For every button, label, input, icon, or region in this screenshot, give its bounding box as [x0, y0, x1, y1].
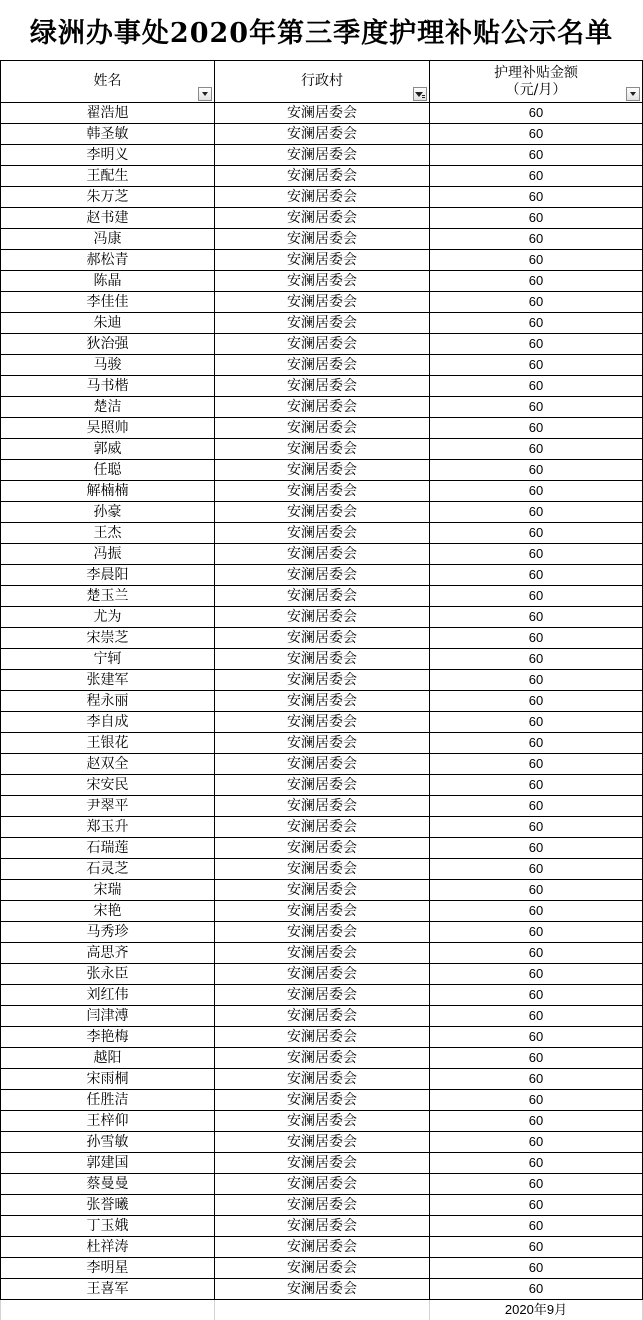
table-row [1, 754, 643, 775]
cell-name[interactable]: 朱万芝 [1, 187, 215, 208]
cell-name[interactable]: 李晨阳 [1, 565, 215, 586]
cell-amount[interactable]: 60 [430, 649, 643, 670]
cell-amount[interactable]: 60 [430, 271, 643, 292]
table-row [1, 733, 643, 754]
cell-amount[interactable]: 60 [430, 901, 643, 922]
cell-village[interactable]: 安澜居委会 [215, 460, 430, 481]
cell-name[interactable]: 丁玉娥 [1, 1216, 215, 1237]
cell-village[interactable]: 安澜居委会 [215, 712, 430, 733]
filter-active-icon [422, 97, 425, 98]
table-row [1, 1195, 643, 1216]
column-header-village-label: 行政村 [301, 73, 343, 89]
chevron-down-icon [630, 92, 636, 96]
column-header-amount-line1: 护理补贴金额 [494, 64, 578, 81]
cell-name[interactable]: 李佳佳 [1, 292, 215, 313]
cell-amount[interactable]: 60 [430, 1174, 643, 1195]
column-header-amount [430, 61, 643, 103]
cell-village[interactable]: 安澜居委会 [215, 817, 430, 838]
cell-amount[interactable]: 60 [430, 502, 643, 523]
cell-amount[interactable]: 60 [430, 565, 643, 586]
cell-amount[interactable]: 60 [430, 439, 643, 460]
cell-amount[interactable]: 60 [430, 1279, 643, 1300]
header-row [1, 61, 643, 103]
cell-village[interactable]: 安澜居委会 [215, 1153, 430, 1174]
cell-village[interactable]: 安澜居委会 [215, 313, 430, 334]
cell-village[interactable]: 安澜居委会 [215, 943, 430, 964]
cell-village[interactable]: 安澜居委会 [215, 1132, 430, 1153]
table-row [1, 964, 643, 985]
cell-name[interactable]: 张誉曦 [1, 1195, 215, 1216]
table-row [1, 691, 643, 712]
cell-name[interactable]: 任胜洁 [1, 1090, 215, 1111]
cell-village[interactable]: 安澜居委会 [215, 145, 430, 166]
cell-name[interactable]: 冯振 [1, 544, 215, 565]
cell-amount[interactable]: 60 [430, 229, 643, 250]
cell-amount[interactable]: 60 [430, 376, 643, 397]
cell-village[interactable]: 安澜居委会 [215, 1006, 430, 1027]
table-row [1, 922, 643, 943]
table-row [1, 1048, 643, 1069]
table-row [1, 649, 643, 670]
cell-amount[interactable]: 60 [430, 712, 643, 733]
cell-amount[interactable]: 60 [430, 334, 643, 355]
cell-village[interactable]: 安澜居委会 [215, 985, 430, 1006]
cell-amount[interactable]: 60 [430, 124, 643, 145]
footer-cell-empty-2[interactable] [215, 1300, 430, 1320]
table-row [1, 292, 643, 313]
cell-amount[interactable]: 60 [430, 586, 643, 607]
column-header-name [1, 61, 215, 103]
table-row [1, 250, 643, 271]
table-row [1, 418, 643, 439]
cell-village[interactable]: 安澜居委会 [215, 838, 430, 859]
cell-name[interactable]: 闫津溥 [1, 1006, 215, 1027]
table-row [1, 397, 643, 418]
table-row [1, 1132, 643, 1153]
cell-amount[interactable]: 60 [430, 145, 643, 166]
cell-village[interactable]: 安澜居委会 [215, 922, 430, 943]
cell-name[interactable]: 尹翠平 [1, 796, 215, 817]
cell-village[interactable]: 安澜居委会 [215, 880, 430, 901]
table-row [1, 817, 643, 838]
table-row [1, 670, 643, 691]
cell-name[interactable]: 宋安民 [1, 775, 215, 796]
table-row [1, 1027, 643, 1048]
cell-amount[interactable]: 60 [430, 796, 643, 817]
cell-name[interactable]: 马书楷 [1, 376, 215, 397]
cell-name[interactable]: 李自成 [1, 712, 215, 733]
table-row [1, 838, 643, 859]
cell-village[interactable]: 安澜居委会 [215, 1027, 430, 1048]
cell-amount[interactable]: 60 [430, 1195, 643, 1216]
cell-village[interactable]: 安澜居委会 [215, 397, 430, 418]
cell-village[interactable]: 安澜居委会 [215, 1258, 430, 1279]
cell-amount[interactable]: 60 [430, 985, 643, 1006]
cell-name[interactable]: 赵双全 [1, 754, 215, 775]
table-row [1, 628, 643, 649]
table-row [1, 775, 643, 796]
table-row [1, 460, 643, 481]
cell-name[interactable]: 宋艳 [1, 901, 215, 922]
cell-name[interactable]: 王配生 [1, 166, 215, 187]
filter-dropdown-amount[interactable] [626, 87, 640, 101]
cell-name[interactable]: 马骏 [1, 355, 215, 376]
cell-amount[interactable]: 60 [430, 1069, 643, 1090]
table-row [1, 796, 643, 817]
table-row [1, 439, 643, 460]
cell-amount[interactable]: 60 [430, 355, 643, 376]
table-row [1, 985, 643, 1006]
cell-village[interactable]: 安澜居委会 [215, 586, 430, 607]
column-header-amount-label [494, 65, 578, 99]
cell-name[interactable]: 冯康 [1, 229, 215, 250]
cell-village[interactable]: 安澜居委会 [215, 208, 430, 229]
cell-name[interactable]: 蔡曼曼 [1, 1174, 215, 1195]
table-row [1, 1174, 643, 1195]
table-row [1, 208, 643, 229]
cell-name[interactable]: 王喜军 [1, 1279, 215, 1300]
table-row [1, 859, 643, 880]
cell-amount[interactable]: 60 [430, 1132, 643, 1153]
cell-amount[interactable]: 60 [430, 628, 643, 649]
cell-name[interactable]: 韩圣敏 [1, 124, 215, 145]
table-row [1, 1090, 643, 1111]
cell-village[interactable]: 安澜居委会 [215, 628, 430, 649]
chevron-down-icon [202, 92, 208, 96]
cell-village[interactable]: 安澜居委会 [215, 964, 430, 985]
cell-village[interactable]: 安澜居委会 [215, 271, 430, 292]
cell-village[interactable]: 安澜居委会 [215, 754, 430, 775]
cell-village[interactable]: 安澜居委会 [215, 691, 430, 712]
cell-village[interactable]: 安澜居委会 [215, 796, 430, 817]
filter-funnel-icon [415, 92, 423, 97]
cell-amount[interactable]: 60 [430, 1006, 643, 1027]
table-row [1, 145, 643, 166]
cell-village[interactable]: 安澜居委会 [215, 523, 430, 544]
cell-village[interactable]: 安澜居委会 [215, 229, 430, 250]
table-row [1, 1237, 643, 1258]
cell-amount[interactable]: 60 [430, 166, 643, 187]
filter-dropdown-village[interactable] [413, 87, 427, 101]
column-header-amount-line2: （元/月） [505, 81, 567, 98]
cell-amount[interactable]: 60 [430, 103, 643, 124]
cell-amount[interactable]: 60 [430, 1237, 643, 1258]
table-row [1, 187, 643, 208]
cell-amount[interactable]: 60 [430, 880, 643, 901]
table-row [1, 1216, 643, 1237]
table-row [1, 607, 643, 628]
table-row [1, 376, 643, 397]
cell-amount[interactable]: 60 [430, 1258, 643, 1279]
cell-village[interactable]: 安澜居委会 [215, 1111, 430, 1132]
filter-dropdown-name[interactable] [198, 87, 212, 101]
cell-village[interactable]: 安澜居委会 [215, 334, 430, 355]
cell-name[interactable]: 王杰 [1, 523, 215, 544]
cell-name[interactable]: 陈晶 [1, 271, 215, 292]
cell-amount[interactable]: 60 [430, 922, 643, 943]
cell-name[interactable]: 孙豪 [1, 502, 215, 523]
cell-name[interactable]: 尤为 [1, 607, 215, 628]
cell-amount[interactable]: 60 [430, 1216, 643, 1237]
cell-village[interactable]: 安澜居委会 [215, 439, 430, 460]
table-body [1, 103, 643, 1320]
cell-village[interactable]: 安澜居委会 [215, 607, 430, 628]
cell-amount[interactable]: 60 [430, 838, 643, 859]
cell-village[interactable]: 安澜居委会 [215, 502, 430, 523]
cell-name[interactable]: 张建军 [1, 670, 215, 691]
cell-name[interactable]: 赵书建 [1, 208, 215, 229]
table-row [1, 166, 643, 187]
cell-name[interactable]: 马秀珍 [1, 922, 215, 943]
cell-amount[interactable]: 60 [430, 1153, 643, 1174]
cell-village[interactable]: 安澜居委会 [215, 166, 430, 187]
cell-amount[interactable]: 60 [430, 1027, 643, 1048]
cell-name[interactable]: 郭建国 [1, 1153, 215, 1174]
cell-amount[interactable]: 60 [430, 523, 643, 544]
cell-name[interactable]: 李艳梅 [1, 1027, 215, 1048]
column-header-name-label: 姓名 [93, 73, 122, 89]
cell-amount[interactable]: 60 [430, 607, 643, 628]
cell-village[interactable]: 安澜居委会 [215, 187, 430, 208]
cell-village[interactable]: 安澜居委会 [215, 1090, 430, 1111]
cell-name[interactable]: 宋雨桐 [1, 1069, 215, 1090]
cell-village[interactable]: 安澜居委会 [215, 418, 430, 439]
cell-village[interactable]: 安澜居委会 [215, 103, 430, 124]
table-row [1, 880, 643, 901]
footer-date[interactable]: 2020年9月 [430, 1300, 643, 1320]
cell-village[interactable]: 安澜居委会 [215, 544, 430, 565]
cell-village[interactable]: 安澜居委会 [215, 775, 430, 796]
page-title: 绿洲办事处2020年第三季度护理补贴公示名单 [29, 18, 614, 49]
table-row [1, 544, 643, 565]
cell-amount[interactable]: 60 [430, 775, 643, 796]
cell-name[interactable]: 郭威 [1, 439, 215, 460]
cell-amount[interactable]: 60 [430, 187, 643, 208]
cell-amount[interactable]: 60 [430, 754, 643, 775]
cell-amount[interactable]: 60 [430, 544, 643, 565]
cell-amount[interactable]: 60 [430, 1111, 643, 1132]
cell-amount[interactable]: 60 [430, 691, 643, 712]
table-row [1, 1006, 643, 1027]
cell-village[interactable]: 安澜居委会 [215, 1237, 430, 1258]
cell-name[interactable]: 郝松青 [1, 250, 215, 271]
cell-village[interactable]: 安澜居委会 [215, 859, 430, 880]
table-row [1, 229, 643, 250]
cell-village[interactable]: 安澜居委会 [215, 1069, 430, 1090]
cell-village[interactable]: 安澜居委会 [215, 1048, 430, 1069]
cell-name[interactable]: 楚洁 [1, 397, 215, 418]
cell-name[interactable]: 宋崇芝 [1, 628, 215, 649]
table-row [1, 355, 643, 376]
cell-village[interactable]: 安澜居委会 [215, 292, 430, 313]
cell-name[interactable]: 孙雪敏 [1, 1132, 215, 1153]
cell-name[interactable]: 王梓仰 [1, 1111, 215, 1132]
cell-village[interactable]: 安澜居委会 [215, 376, 430, 397]
cell-amount[interactable]: 60 [430, 418, 643, 439]
table-row [1, 943, 643, 964]
table-row [1, 313, 643, 334]
cell-name[interactable]: 解楠楠 [1, 481, 215, 502]
cell-amount[interactable]: 60 [430, 733, 643, 754]
cell-amount[interactable]: 60 [430, 250, 643, 271]
cell-village[interactable]: 安澜居委会 [215, 250, 430, 271]
cell-name[interactable]: 吴照帅 [1, 418, 215, 439]
cell-name[interactable]: 郑玉升 [1, 817, 215, 838]
cell-name[interactable]: 杜祥涛 [1, 1237, 215, 1258]
table-row [1, 271, 643, 292]
cell-amount[interactable]: 60 [430, 964, 643, 985]
cell-name[interactable]: 李明义 [1, 145, 215, 166]
cell-amount[interactable]: 60 [430, 397, 643, 418]
cell-amount[interactable]: 60 [430, 1048, 643, 1069]
column-header-village [215, 61, 430, 103]
cell-name[interactable]: 宁轲 [1, 649, 215, 670]
cell-village[interactable]: 安澜居委会 [215, 670, 430, 691]
cell-amount[interactable]: 60 [430, 208, 643, 229]
cell-amount[interactable]: 60 [430, 460, 643, 481]
cell-village[interactable]: 安澜居委会 [215, 1216, 430, 1237]
cell-name[interactable]: 宋瑞 [1, 880, 215, 901]
cell-name[interactable]: 石灵芝 [1, 859, 215, 880]
cell-village[interactable]: 安澜居委会 [215, 1174, 430, 1195]
cell-name[interactable]: 张永臣 [1, 964, 215, 985]
cell-name[interactable]: 越阳 [1, 1048, 215, 1069]
table-row [1, 502, 643, 523]
table-row [1, 586, 643, 607]
cell-amount[interactable]: 60 [430, 1090, 643, 1111]
table-row [1, 565, 643, 586]
table-row [1, 712, 643, 733]
subsidy-table [0, 60, 643, 1320]
cell-name[interactable]: 任聪 [1, 460, 215, 481]
cell-name[interactable]: 王银花 [1, 733, 215, 754]
footer-row [1, 1300, 643, 1320]
table-row [1, 334, 643, 355]
cell-name[interactable]: 朱迪 [1, 313, 215, 334]
cell-name[interactable]: 程永丽 [1, 691, 215, 712]
cell-amount[interactable]: 60 [430, 670, 643, 691]
table-row [1, 481, 643, 502]
cell-name[interactable]: 翟浩旭 [1, 103, 215, 124]
table-row [1, 103, 643, 124]
table-row [1, 523, 643, 544]
cell-amount[interactable]: 60 [430, 292, 643, 313]
cell-village[interactable]: 安澜居委会 [215, 1195, 430, 1216]
table-row [1, 124, 643, 145]
cell-village[interactable]: 安澜居委会 [215, 124, 430, 145]
cell-village[interactable]: 安澜居委会 [215, 481, 430, 502]
cell-village[interactable]: 安澜居委会 [215, 901, 430, 922]
cell-village[interactable]: 安澜居委会 [215, 733, 430, 754]
table-row [1, 1153, 643, 1174]
cell-name[interactable]: 李明星 [1, 1258, 215, 1279]
table-row [1, 901, 643, 922]
table-row [1, 1258, 643, 1279]
cell-amount[interactable]: 60 [430, 859, 643, 880]
cell-village[interactable]: 安澜居委会 [215, 355, 430, 376]
cell-name[interactable]: 楚玉兰 [1, 586, 215, 607]
cell-amount[interactable]: 60 [430, 313, 643, 334]
cell-name[interactable]: 高思齐 [1, 943, 215, 964]
cell-name[interactable]: 刘红伟 [1, 985, 215, 1006]
table-row [1, 1111, 643, 1132]
cell-amount[interactable]: 60 [430, 481, 643, 502]
table-row [1, 1069, 643, 1090]
cell-village[interactable]: 安澜居委会 [215, 1279, 430, 1300]
table-row [1, 1279, 643, 1300]
footer-cell-empty-1[interactable] [1, 1300, 215, 1320]
cell-village[interactable]: 安澜居委会 [215, 649, 430, 670]
cell-amount[interactable]: 60 [430, 817, 643, 838]
cell-name[interactable]: 狄治强 [1, 334, 215, 355]
cell-amount[interactable]: 60 [430, 943, 643, 964]
cell-name[interactable]: 石瑞莲 [1, 838, 215, 859]
cell-village[interactable]: 安澜居委会 [215, 565, 430, 586]
